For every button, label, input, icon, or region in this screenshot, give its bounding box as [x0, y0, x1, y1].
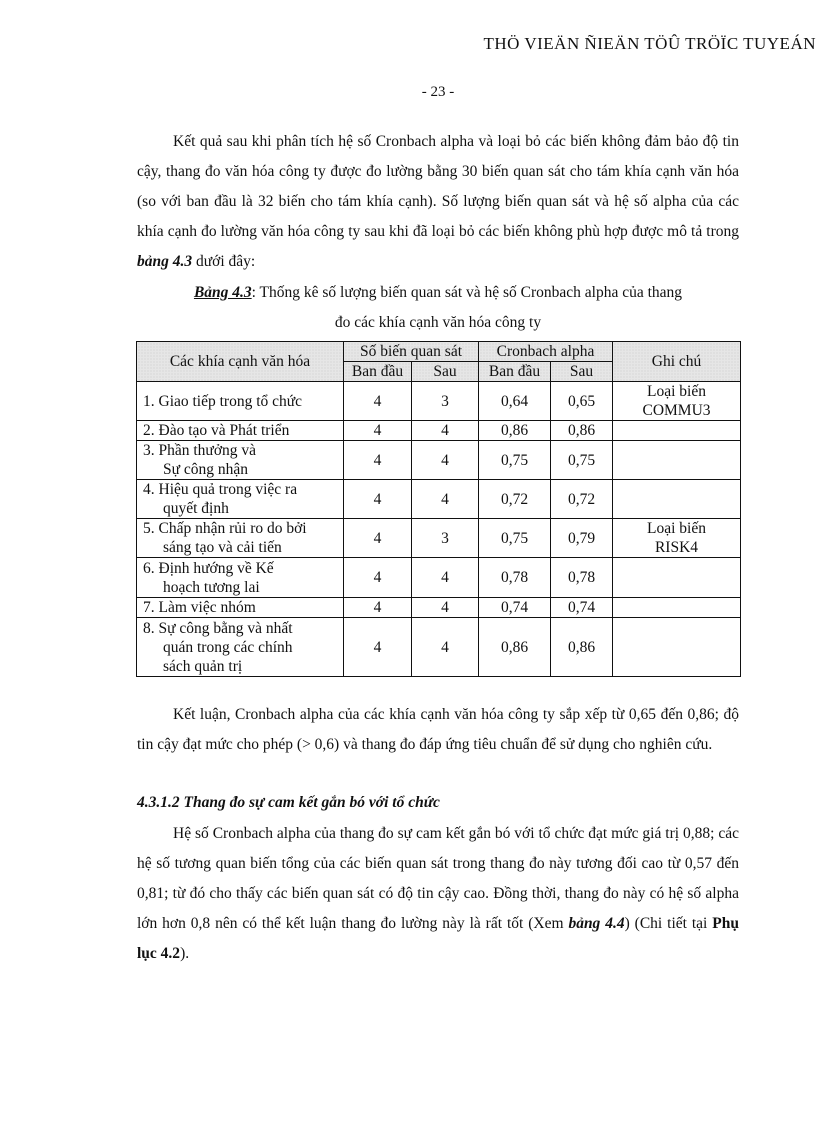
table-caption [137, 278, 739, 338]
paragraph-intro-text: Kết quả sau khi phân tích hệ số Cronbach alpha và loại bỏ các biến không đảm bảo độ tin cậy, thang đo văn hóa công ty được đo lường bằng 30 biến quan sát cho tám khía cạnh văn hóa (so với ban đầu là 32 biến cho tám khía cạnh). Số lượng biến quan sát và hệ số alpha của các khía cạnh đo lường văn hóa công ty sau khi đã loại bỏ các biến không phù hợp được mô tả trong [137, 133, 739, 240]
alpha-before-cell: 0,75 [479, 441, 551, 480]
note-cell [613, 480, 741, 519]
alpha-after-cell: 0,86 [551, 618, 613, 677]
header-cronbach: Cronbach alpha [479, 342, 613, 362]
table-row [137, 480, 741, 519]
aspect-name-line: 7. Làm việc nhóm [143, 599, 256, 616]
header-vars-after: Sau [412, 362, 479, 382]
paragraph-intro [137, 127, 739, 277]
vars-after-cell: 4 [412, 598, 479, 618]
table-row [137, 519, 741, 558]
aspect-name-line: 1. Giao tiếp trong tổ chức [143, 392, 303, 410]
alpha-after-cell: 0,75 [551, 441, 613, 480]
vars-before-cell: 4 [344, 441, 412, 480]
aspect-name-line: 2. Đào tạo và Phát triển [143, 422, 290, 439]
appendix-reference: Phụ lục 4.2 [137, 915, 739, 962]
header-note: Ghi chú [613, 342, 741, 382]
table-row [137, 382, 741, 421]
vars-after-cell: 4 [412, 441, 479, 480]
header-alpha-after: Sau [551, 362, 613, 382]
table-caption-text-line2: đo các khía cạnh văn hóa công ty [334, 314, 542, 331]
alpha-after-cell: 0,65 [551, 382, 613, 421]
aspect-name-line: sách quản trị [163, 657, 243, 675]
vars-after-cell: 4 [412, 421, 479, 441]
header-aspect: Các khía cạnh văn hóa [137, 342, 344, 382]
header-num-vars: Số biến quan sát [344, 342, 479, 362]
vars-after-cell: 4 [412, 480, 479, 519]
aspect-cell [137, 480, 344, 519]
alpha-before-cell: 0,64 [479, 382, 551, 421]
note-line: Loại biến [647, 520, 706, 537]
aspect-name-line: 3. Phần thưởng và [143, 442, 257, 459]
vars-before-cell: 4 [344, 382, 412, 421]
alpha-before-cell: 0,75 [479, 519, 551, 558]
paragraph-conclusion [137, 700, 739, 760]
table-row [137, 598, 741, 618]
note-cell [613, 598, 741, 618]
alpha-after-cell: 0,79 [551, 519, 613, 558]
table-reference: bảng 4.3 [137, 253, 193, 270]
alpha-before-cell: 0,74 [479, 598, 551, 618]
vars-before-cell: 4 [344, 421, 412, 441]
header-alpha-before: Ban đầu [479, 362, 551, 382]
alpha-before-cell: 0,86 [479, 421, 551, 441]
vars-before-cell: 4 [344, 598, 412, 618]
aspect-name-line: quán trong các chính [163, 638, 293, 656]
aspect-name-line: sáng tạo và cải tiến [163, 539, 282, 556]
note-line: Loại biến [647, 383, 706, 400]
paragraph-commitment-text: Hệ số Cronbach alpha của thang đo sự cam kết gắn bó với tổ chức đạt mức giá trị 0,88; các hệ số tương quan biến tổng của các biến quan sát trong thang đo này tương đối cao từ 0,57 đến 0,81; từ đó cho thấy các biến quan sát có độ tin cậy cao. Đồng thời, thang đo này có hệ số alpha lớn hơn 0,8 nên có thể kết luận thang đo lường này là rất tốt (Xem [137, 825, 739, 932]
table-row [137, 421, 741, 441]
vars-before-cell: 4 [344, 558, 412, 598]
paragraph-commitment [137, 819, 739, 969]
page-number: - 23 - [421, 84, 455, 100]
vars-after-cell: 4 [412, 558, 479, 598]
aspect-cell [137, 618, 344, 677]
site-header-title: THÖ VIEÄN ÑIEÄN TÖÛ TRÖÏC TUYEÁN [483, 34, 816, 53]
table-row [137, 558, 741, 598]
alpha-before-cell: 0,78 [479, 558, 551, 598]
aspect-cell [137, 421, 344, 441]
header-vars-before: Ban đầu [344, 362, 412, 382]
note-cell [613, 618, 741, 677]
vars-after-cell: 3 [412, 382, 479, 421]
aspect-name-line: 4. Hiệu quả trong việc ra [143, 481, 298, 498]
alpha-after-cell: 0,78 [551, 558, 613, 598]
aspect-cell [137, 382, 344, 421]
paragraph-conclusion-text: Kết luận, Cronbach alpha của các khía cạnh văn hóa công ty sắp xếp từ 0,65 đến 0,86; độ tin cậy đạt mức cho phép (> 0,6) và thang đo đáp ứng tiêu chuẩn để sử dụng cho nghiên cứu. [137, 706, 739, 753]
aspect-name-line: quyết định [163, 500, 229, 517]
aspect-cell [137, 441, 344, 480]
table-reference-2: bảng 4.4 [568, 915, 625, 932]
aspect-cell [137, 519, 344, 558]
paragraph-intro-end: dưới đây: [192, 253, 256, 270]
alpha-after-cell: 0,74 [551, 598, 613, 618]
vars-after-cell: 4 [412, 618, 479, 677]
note-cell [613, 441, 741, 480]
culture-aspects-table [136, 341, 741, 677]
section-title: 4.3.1.2 Thang đo sự cam kết gắn bó với tổ chức [137, 794, 440, 811]
note-cell [613, 382, 741, 421]
note-cell [613, 558, 741, 598]
aspect-cell [137, 558, 344, 598]
table-caption-label: Bảng 4.3 [193, 284, 252, 301]
vars-after-cell: 3 [412, 519, 479, 558]
aspect-cell [137, 598, 344, 618]
note-cell [613, 519, 741, 558]
aspect-name-line: 6. Định hướng về Kế [143, 559, 274, 577]
aspect-name-line: 8. Sự công bằng và nhất [143, 619, 293, 637]
vars-before-cell: 4 [344, 480, 412, 519]
alpha-after-cell: 0,72 [551, 480, 613, 519]
paragraph-commitment-end: ). [180, 945, 190, 962]
table-body [137, 382, 741, 677]
vars-before-cell: 4 [344, 519, 412, 558]
vars-before-cell: 4 [344, 618, 412, 677]
table-row [137, 441, 741, 480]
note-line: COMMU3 [642, 402, 711, 419]
alpha-before-cell: 0,86 [479, 618, 551, 677]
alpha-after-cell: 0,86 [551, 421, 613, 441]
table-row [137, 618, 741, 677]
note-line: RISK4 [654, 539, 699, 556]
aspect-name-line: 5. Chấp nhận rủi ro do bởi [143, 520, 307, 537]
note-cell [613, 421, 741, 441]
table-caption-text: : Thống kê số lượng biến quan sát và hệ số Cronbach alpha của thang [251, 284, 683, 301]
alpha-before-cell: 0,72 [479, 480, 551, 519]
aspect-name-line: hoạch tương lai [163, 578, 260, 596]
aspect-name-line: Sự công nhận [163, 461, 249, 478]
paragraph-commitment-mid: ) (Chi tiết tại [624, 915, 713, 932]
